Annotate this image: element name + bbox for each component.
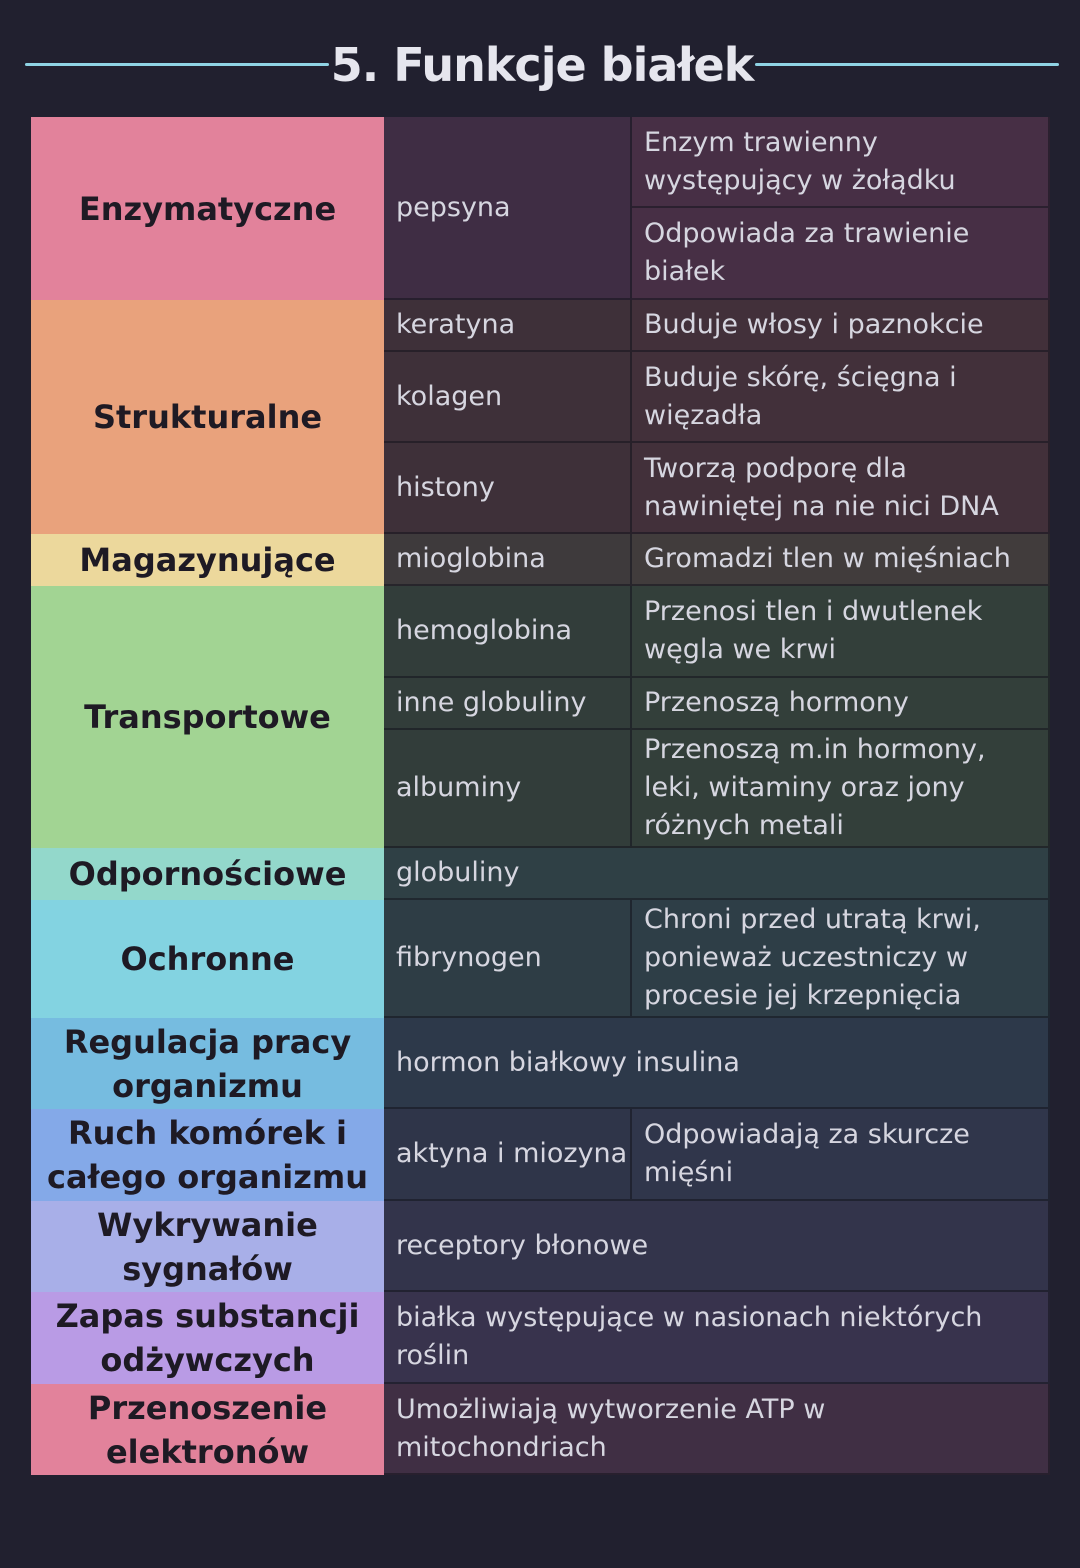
example-receptory: receptory błonowe bbox=[384, 1201, 1050, 1292]
example-pepsyna: pepsyna bbox=[384, 117, 632, 300]
category-ruch: Ruch komórek i całego organizmu bbox=[31, 1109, 384, 1201]
example-bialka-nasion: białka występujące w nasionach niektórych roślin bbox=[384, 1292, 1050, 1384]
category-strukturalne: Strukturalne bbox=[31, 300, 384, 534]
desc-keratyna: Buduje włosy i paznokcie bbox=[632, 300, 1050, 352]
category-enzymatyczne: Enzymatyczne bbox=[31, 117, 384, 300]
category-transportowe: Transportowe bbox=[31, 586, 384, 848]
example-albuminy: albuminy bbox=[384, 730, 632, 848]
title-line-right bbox=[755, 63, 1059, 66]
example-mioglobina: mioglobina bbox=[384, 534, 632, 586]
example-aktyna-miozyna: aktyna i miozyna bbox=[384, 1109, 632, 1201]
desc-pepsyna-1: Enzym trawienny występujący w żołądku bbox=[632, 117, 1050, 208]
desc-albuminy: Przenoszą m.in hormony, leki, witaminy oraz jony różnych metali bbox=[632, 730, 1050, 848]
category-wykrywanie: Wykrywanie sygnałów bbox=[31, 1201, 384, 1292]
category-ochronne: Ochronne bbox=[31, 900, 384, 1018]
category-przenoszenie: Przenoszenie elektronów bbox=[31, 1384, 384, 1475]
desc-histony: Tworzą podporę dla nawiniętej na nie nici DNA bbox=[632, 443, 1050, 534]
example-inne-globuliny: inne globuliny bbox=[384, 678, 632, 730]
header bbox=[0, 0, 1080, 118]
page-title: 5. Funkcje białek bbox=[330, 38, 754, 92]
example-fibrynogen: fibrynogen bbox=[384, 900, 632, 1018]
protein-functions-table bbox=[31, 117, 1050, 1476]
category-zapas: Zapas substancji odżywczych bbox=[31, 1292, 384, 1384]
desc-inne-globuliny: Przenoszą hormony bbox=[632, 678, 1050, 730]
example-atp: Umożliwiają wytworzenie ATP w mitochondriach bbox=[384, 1384, 1050, 1475]
example-kolagen: kolagen bbox=[384, 352, 632, 443]
desc-hemoglobina: Przenosi tlen i dwutlenek węgla we krwi bbox=[632, 586, 1050, 678]
desc-aktyna-miozyna: Odpowiadają za skurcze mięśni bbox=[632, 1109, 1050, 1201]
example-insulina: hormon białkowy insulina bbox=[384, 1018, 1050, 1109]
desc-pepsyna-2: Odpowiada za trawienie białek bbox=[632, 208, 1050, 300]
title-line-left bbox=[25, 63, 329, 66]
desc-kolagen: Buduje skórę, ścięgna i więzadła bbox=[632, 352, 1050, 443]
example-globuliny: globuliny bbox=[384, 848, 1050, 900]
desc-mioglobina: Gromadzi tlen w mięśniach bbox=[632, 534, 1050, 586]
example-hemoglobina: hemoglobina bbox=[384, 586, 632, 678]
desc-fibrynogen: Chroni przed utratą krwi, ponieważ uczestniczy w procesie jej krzepnięcia bbox=[632, 900, 1050, 1018]
example-keratyna: keratyna bbox=[384, 300, 632, 352]
category-magazynujace: Magazynujące bbox=[31, 534, 384, 586]
category-regulacja: Regulacja pracy organizmu bbox=[31, 1018, 384, 1109]
example-histony: histony bbox=[384, 443, 632, 534]
category-odpornosciowe: Odpornościowe bbox=[31, 848, 384, 900]
